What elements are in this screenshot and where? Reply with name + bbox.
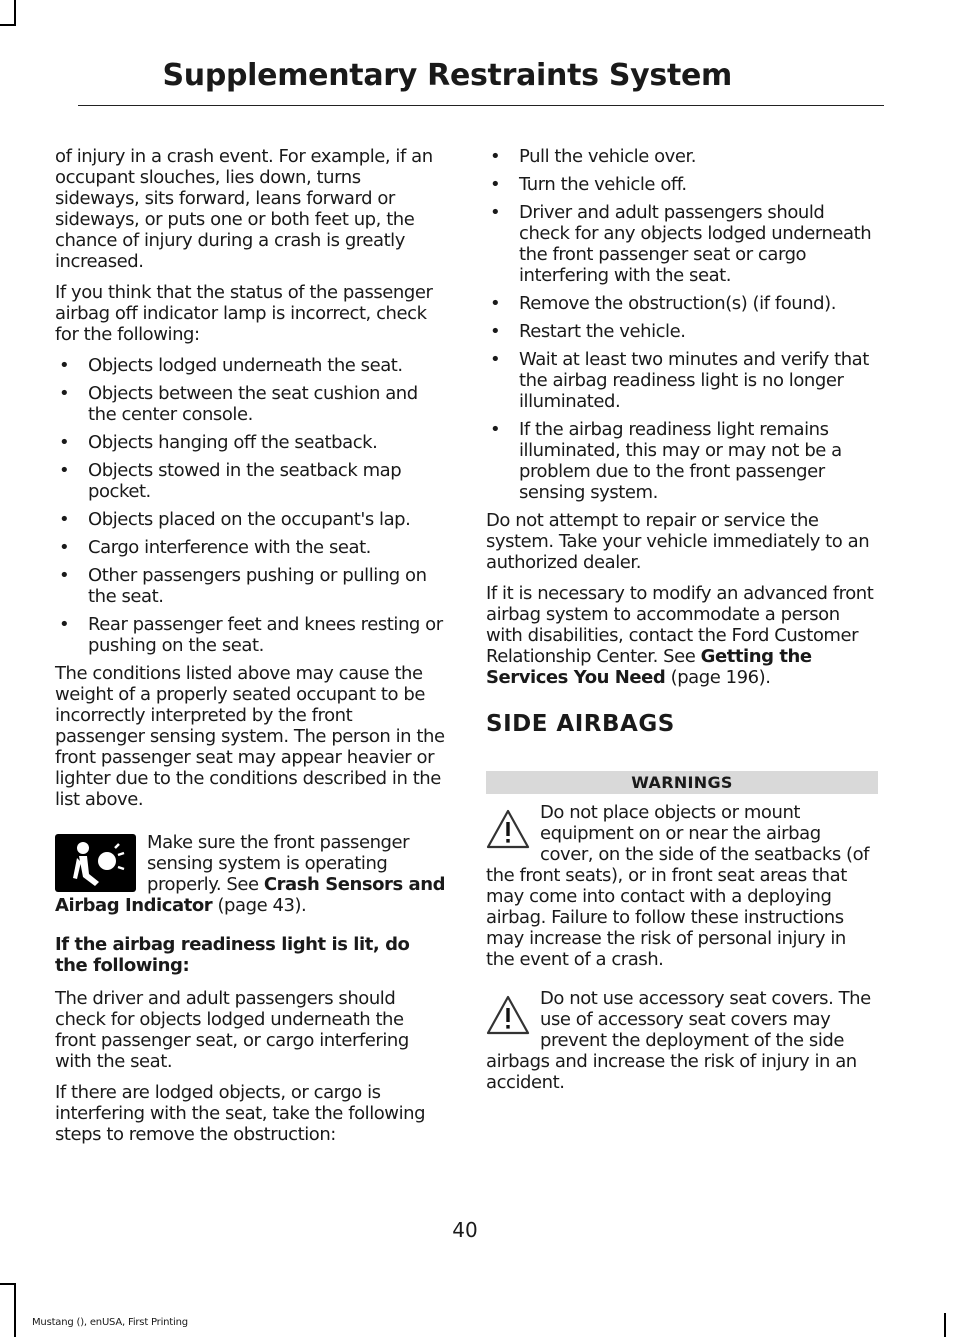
warning-triangle-icon <box>486 994 530 1036</box>
list-item: • Remove the obstruction(s) (if found). <box>486 293 878 314</box>
list-item: • Turn the vehicle off. <box>486 174 878 195</box>
paragraph-text: If it is necessary to modify an advanced front airbag system to accommodate a person with disabilities, contact the Ford Customer Relationship Center. See <box>486 583 874 667</box>
list-item: • Wait at least two minutes and verify that the airbag readiness light is no longer illuminated. <box>486 349 878 412</box>
list-item: • Cargo interference with the seat. <box>55 537 447 558</box>
list-item: • Other passengers pushing or pulling on the seat. <box>55 565 447 607</box>
header-divider <box>78 105 884 106</box>
list-item: • Rear passenger feet and knees resting or pushing on the seat. <box>55 614 447 656</box>
page-reference: (page 196). <box>665 667 771 688</box>
warning-text: Do not place objects or mount equipment on or near the airbag cover, on the side of the seatbacks (of the front seats), or in front seat areas that may come into contact with a deploying airbag. Failure to follow these instructions may increase the risk of personal injury in the event of a crash. <box>486 802 870 970</box>
list-item: • Restart the vehicle. <box>486 321 878 342</box>
crop-mark-top-left-h <box>0 24 16 26</box>
list-item: • Objects lodged underneath the seat. <box>55 355 447 376</box>
paragraph: The driver and adult passengers should check for objects lodged underneath the front passenger seat, or cargo interfering with the seat. <box>55 988 409 1072</box>
warning-triangle-icon <box>486 808 530 850</box>
list-item: • Objects placed on the occupant's lap. <box>55 509 447 530</box>
cross-reference-link[interactable]: Getting the Services You Need <box>486 646 812 688</box>
warning-block <box>486 988 878 1093</box>
warning-block <box>486 802 878 970</box>
crop-mark-bottom-left <box>14 1283 16 1337</box>
list-item: • Objects between the seat cushion and the center console. <box>55 383 447 425</box>
paragraph: If there are lodged objects, or cargo is interfering with the seat, take the following steps to remove the obstruction: <box>55 1082 426 1145</box>
cross-reference-link[interactable]: Crash Sensors and Airbag Indicator <box>55 874 446 916</box>
list-item: • Objects stowed in the seatback map pocket. <box>55 460 447 502</box>
page-header-title: Supplementary Restraints System <box>162 58 732 93</box>
airbag-indicator-icon <box>55 834 136 892</box>
note-block <box>55 832 447 916</box>
list-item: • Pull the vehicle over. <box>486 146 878 167</box>
warning-text: Do not use accessory seat covers. The use of accessory seat covers may prevent the deployment of the side airbags and increase the risk of injury in an accident. <box>486 988 871 1093</box>
paragraph <box>486 583 878 688</box>
page-number: 40 <box>452 1218 478 1242</box>
list-item: • If the airbag readiness light remains illuminated, this may or may not be a problem due to the front passenger sensing system. <box>486 419 878 503</box>
warnings-header: WARNINGS <box>486 771 878 794</box>
steps-list <box>486 146 878 503</box>
paragraph: of injury in a crash event. For example, if an occupant slouches, lies down, turns sideways, sits forward, leans forward or sideways, or puts one or both feet up, the chance of injury during a crash is greatly increased. <box>55 146 433 272</box>
crop-mark-top-left <box>14 0 16 26</box>
paragraph: If you think that the status of the passenger airbag off indicator lamp is incorrect, check for the following: <box>55 282 433 345</box>
check-list <box>55 355 447 656</box>
crop-mark-bottom-right <box>944 1313 946 1337</box>
left-column <box>55 146 447 1155</box>
page-reference: (page 43). <box>212 895 307 916</box>
paragraph: The conditions listed above may cause the weight of a properly seated occupant to be incorrectly interpreted by the front passenger sensing system. The person in the front passenger seat may appear heavier or lighter due to the conditions described in the list above. <box>55 663 445 810</box>
right-column <box>486 146 878 1111</box>
section-title: SIDE AIRBAGS <box>486 711 675 737</box>
crop-mark-bottom-left-h <box>0 1283 16 1285</box>
note-text: Make sure the front passenger sensing system is operating properly. See <box>147 832 410 895</box>
paragraph: Do not attempt to repair or service the system. Take your vehicle immediately to an authorized dealer. <box>486 510 870 573</box>
footer-text: Mustang (), enUSA, First Printing <box>32 1317 188 1328</box>
list-item: • Driver and adult passengers should check for any objects lodged underneath the front passenger seat or cargo interfering with the seat. <box>486 202 878 286</box>
list-item: • Objects hanging off the seatback. <box>55 432 447 453</box>
subheading: If the airbag readiness light is lit, do the following: <box>55 934 410 976</box>
